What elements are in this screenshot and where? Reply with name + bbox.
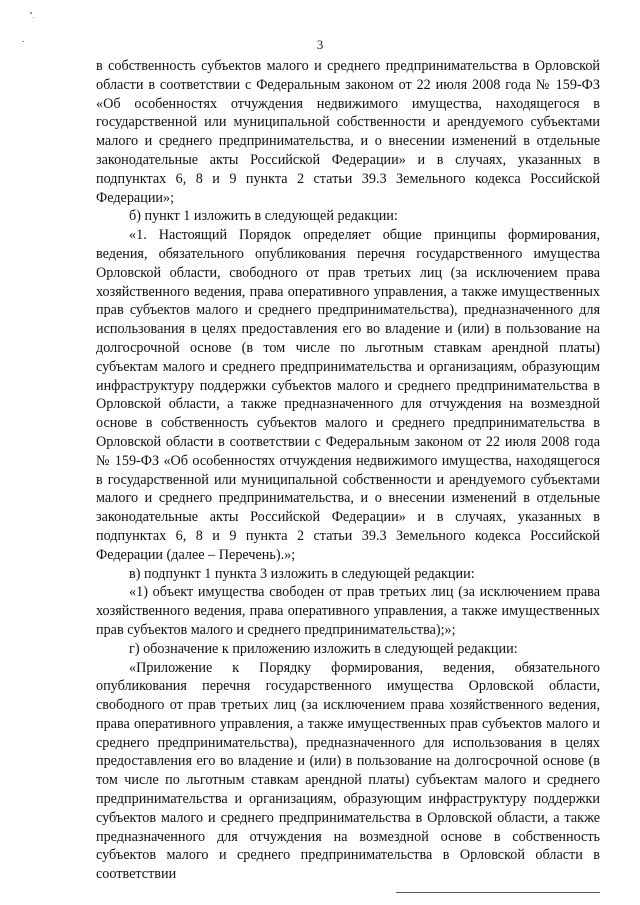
scan-artifact: [33, 17, 34, 18]
paragraph: «Приложение к Порядку формирования, ведения, обязательного опубликования перечня государственного имущества Орловской области, свободного от прав третьих лиц (за исключением права хозяйственного ведения, права оперативного управления, а также имущественных прав субъектов малого и среднего предпринимательства), предназначенного для использования в целях предоставления его во владение и (или) в пользование на долгосрочной основе (в том числе по льготным ставкам арендной платы) субъектам малого и среднего предпринимательства и организациям, образующим инфраструктуру поддержки субъектов малого и среднего предпринимательства в Орловской области, а также предназначенного для отчуждения на возмездной основе в собственность субъектов малого и среднего предпринимательства в Орловской области в соответствии: [96, 659, 600, 883]
paragraph: б) пункт 1 изложить в следующей редакции:: [129, 208, 398, 225]
paragraph: г) обозначение к приложению изложить в следующей редакции:: [129, 640, 518, 657]
paragraph: «1) объект имущества свободен от прав третьих лиц (за исключением права хозяйственного ведения, права оперативного управления, а также имущественных прав субъектов малого и среднего предпринимательства);»;: [96, 584, 600, 638]
paragraph: «1. Настоящий Порядок определяет общие принципы формирования, ведения, обязательного опубликования перечня государственного имущества Орловской области, свободного от прав третьих лиц (за исключением права хозяйственного ведения, права оперативного управления, а также имущественных прав субъектов малого и среднего предпринимательства), предназначенного для использования в целях предоставления его во владение и (или) в пользование на долгосрочной основе (в том числе по льготным ставкам арендной платы) субъектам малого и среднего предпринимательства и организациям, образующим инфраструктуру поддержки субъектов малого и среднего предпринимательства в Орловской области, а также предназначенного для отчуждения на возмездной основе в собственность субъектов малого и среднего предпринимательства в Орловской области в соответствии с Федеральным законом от 22 июля 2008 года № 159-ФЗ «Об особенностях отчуждения недвижимого имущества, находящегося в государственной или муниципальной собственности и арендуемого субъектами малого и среднего предпринимательства, и о внесении изменений в отдельные законодательные акты Российской Федерации» и в случаях, указанных в подпунктах 6, 8 и 9 пункта 2 статьи 39.3 Земельного кодекса Российской Федерации (далее – Перечень).»;: [96, 227, 600, 563]
page-number: 3: [316, 37, 324, 52]
paragraph: в собственность субъектов малого и среднего предпринимательства в Орловской области в соответствии с Федеральным законом от 22 июля 2008 года № 159-ФЗ «Об особенностях отчуждения недвижимого имущества, находящегося в государственной или муниципальной собственности и арендуемого субъектами малого и среднего предпринимательства, и о внесении изменений в отдельные законодательные акты Российской Федерации» и в случаях, указанных в подпунктах 6, 8 и 9 пункта 2 статьи 39.3 Земельного кодекса Российской Федерации»;: [96, 58, 600, 206]
scan-artifact: [30, 12, 32, 14]
document-body: [96, 57, 600, 884]
footer-rule: [396, 892, 600, 893]
paragraph: в) подпункт 1 пункта 3 изложить в следующей редакции:: [129, 565, 475, 582]
